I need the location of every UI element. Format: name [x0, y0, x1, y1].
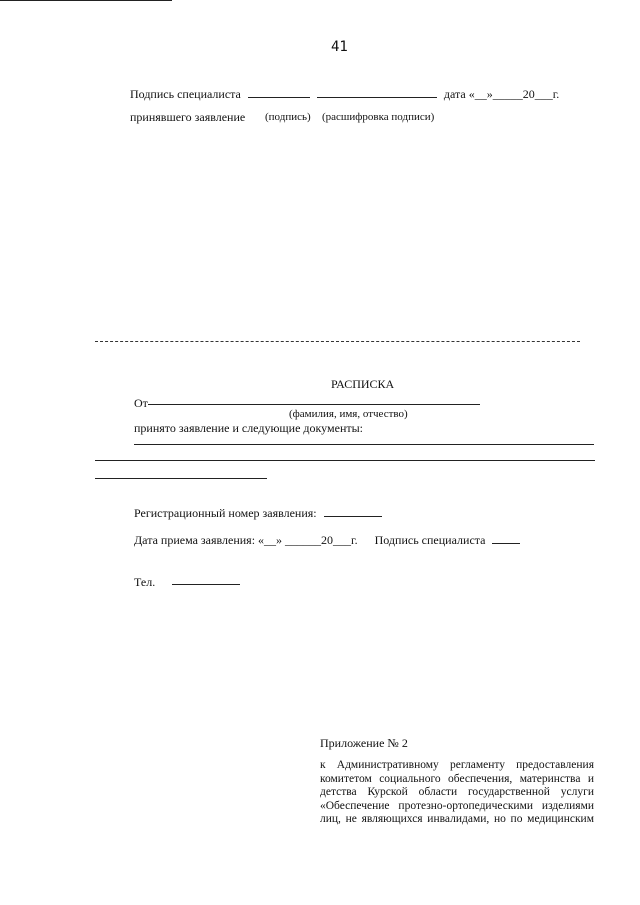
top-edge-rule — [0, 0, 172, 1]
reg-number-label: Регистрационный номер заявления: — [134, 506, 317, 520]
receipt-title: РАСПИСКА — [331, 377, 395, 391]
from-field — [148, 404, 480, 405]
appendix-text — [320, 759, 594, 827]
reg-number-row — [134, 506, 382, 520]
phone-field — [172, 584, 240, 585]
specialist-signature-field — [492, 533, 520, 544]
docs-line-2 — [95, 460, 595, 461]
date-label: дата «__»_____20___г. — [443, 87, 560, 101]
reg-number-field — [324, 506, 382, 517]
sign-hint: (подпись) — [265, 111, 311, 123]
signature-label: Подпись специалиста — [130, 87, 241, 101]
from-label: От — [134, 396, 148, 410]
appendix-line: «Обеспечение протезно-ортопедическими изделиями — [320, 799, 594, 812]
accepted-label: принявшего заявление — [130, 110, 246, 124]
appendix-line: комитетом социального обеспечения, материнства и — [320, 772, 594, 785]
signature-row — [130, 87, 559, 101]
appendix-title: Приложение № 2 — [320, 736, 408, 750]
page-number: 41 — [331, 39, 348, 55]
phone-label: Тел. — [134, 575, 156, 589]
signature-field — [248, 87, 310, 98]
specialist-signature-label: Подпись специалиста — [374, 533, 486, 547]
appendix-line: детства Курской области государственной услуги — [320, 786, 594, 798]
accepted-row — [130, 110, 245, 124]
fio-hint: (фамилия, имя, отчество) — [289, 408, 408, 420]
appendix-line: к Административному регламенту предоставления — [320, 759, 594, 771]
docs-line-1 — [134, 444, 594, 445]
decode-hint: (расшифровка подписи) — [322, 111, 435, 123]
signature-decode-field — [317, 87, 437, 98]
date-received-row — [134, 533, 520, 547]
appendix-line: лиц, не являющихся инвалидами, но по медицинским — [320, 813, 594, 825]
date-received-label: Дата приема заявления: «__» ______20___г. — [134, 533, 358, 547]
accepted-docs-label: принято заявление и следующие документы: — [134, 421, 364, 435]
docs-line-3 — [95, 478, 267, 479]
cut-line — [95, 341, 580, 342]
